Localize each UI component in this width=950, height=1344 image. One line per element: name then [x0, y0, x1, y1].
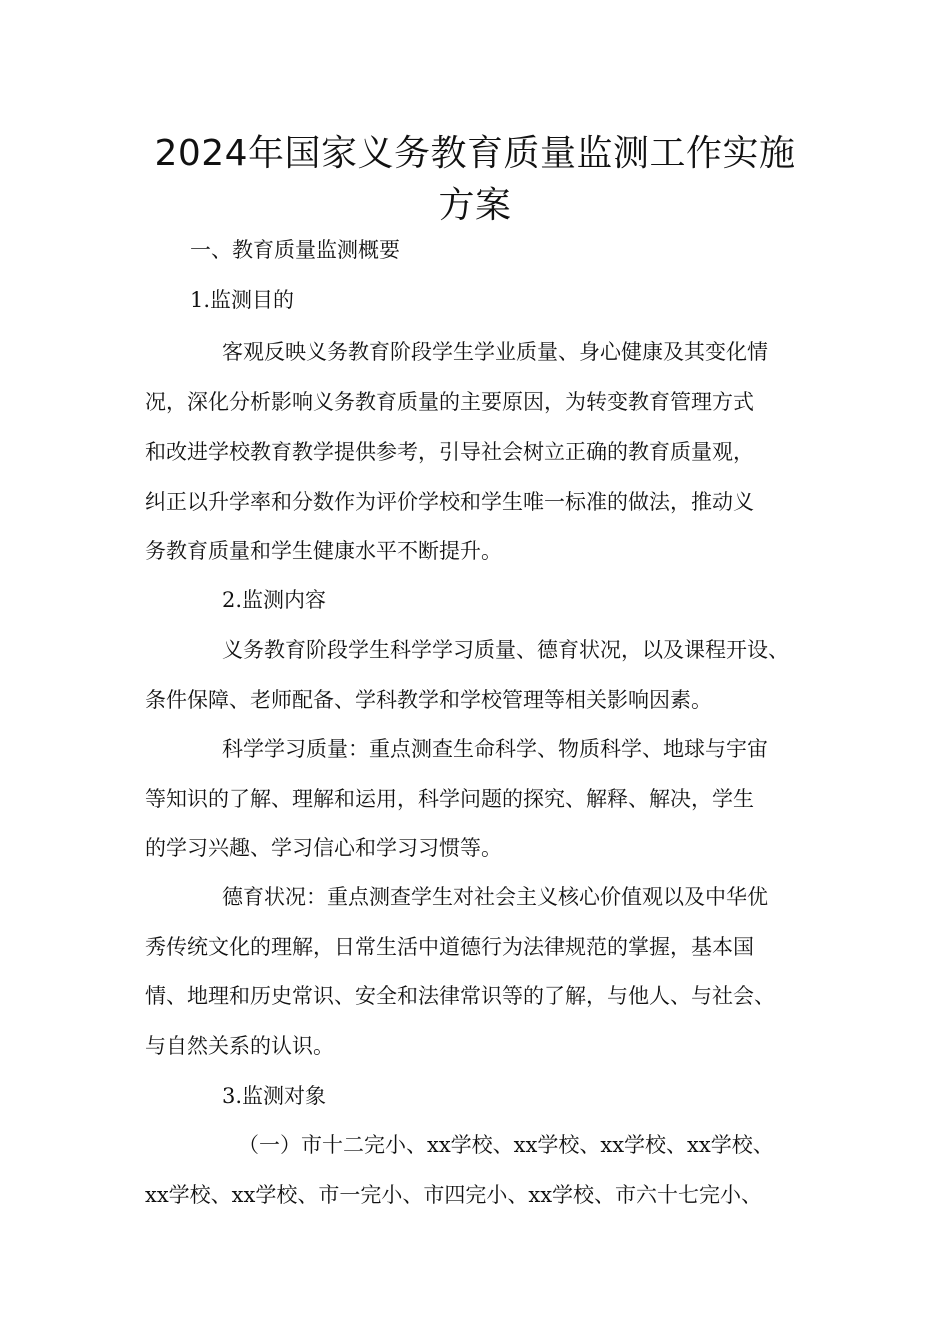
paragraph-line: 条件保障、老师配备、学科教学和学校管理等相关影响因素。 — [145, 688, 712, 712]
paragraph-line: （一）市十二完小、xx学校、xx学校、xx学校、xx学校、 — [238, 1133, 774, 1157]
paragraph-line: 况，深化分析影响义务教育质量的主要原因，为转变教育管理方式 — [145, 390, 754, 414]
subheading-content: 2.监测内容 — [222, 588, 327, 612]
paragraph-line: 和改进学校教育教学提供参考，引导社会树立正确的教育质量观， — [145, 440, 754, 464]
document-title — [100, 128, 850, 232]
paragraph-line: 德育状况：重点测查学生对社会主义核心价值观以及中华优 — [222, 885, 768, 909]
subheading-targets: 3.监测对象 — [222, 1084, 327, 1108]
paragraph-line: xx学校、xx学校、市一完小、市四完小、xx学校、市六十七完小、 — [145, 1183, 763, 1207]
paragraph-line: 务教育质量和学生健康水平不断提升。 — [145, 539, 502, 563]
subheading-purpose: 1.监测目的 — [190, 288, 295, 312]
paragraph-line: 的学习兴趣、学习信心和学习习惯等。 — [145, 836, 502, 860]
paragraph-line: 纠正以升学率和分数作为评价学校和学生唯一标准的做法，推动义 — [145, 490, 754, 514]
paragraph-line: 等知识的了解、理解和运用，科学问题的探究、解释、解决，学生 — [145, 787, 754, 811]
paragraph-line: 与自然关系的认识。 — [145, 1034, 334, 1058]
section-heading-overview: 一、教育质量监测概要 — [190, 238, 400, 262]
paragraph-line: 义务教育阶段学生科学学习质量、德育状况，以及课程开设、 — [222, 638, 789, 662]
paragraph-line: 客观反映义务教育阶段学生学业质量、身心健康及其变化情 — [222, 340, 768, 364]
paragraph-line: 科学学习质量：重点测查生命科学、物质科学、地球与宇宙 — [222, 737, 768, 761]
paragraph-line: 秀传统文化的理解，日常生活中道德行为法律规范的掌握，基本国 — [145, 935, 754, 959]
paragraph-line: 情、地理和历史常识、安全和法律常识等的了解，与他人、与社会、 — [145, 984, 775, 1008]
title-line-2: 方案 — [438, 185, 512, 226]
title-line-1: 2024年国家义务教育质量监测工作实施 — [154, 133, 796, 174]
